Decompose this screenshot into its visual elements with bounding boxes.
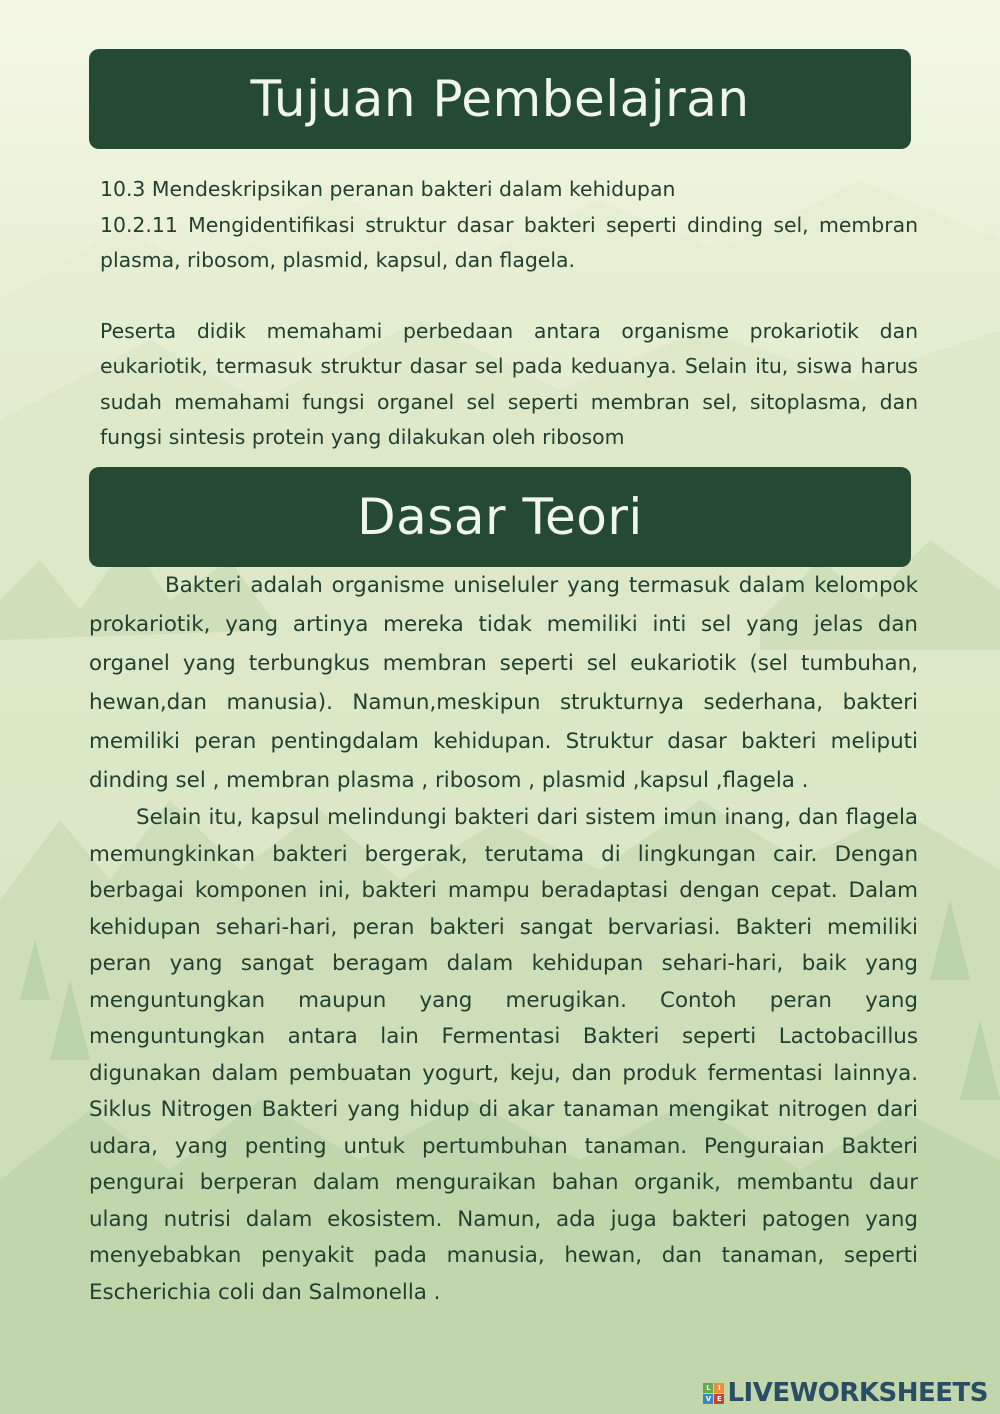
- logo-letter-i: I: [714, 1383, 724, 1393]
- prerequisite-paragraph: Peserta didik memahami perbedaan antara organisme prokariotik dan eukariotik, termasuk struktur dasar sel pada keduanya. Selain itu, siswa harus sudah memahami fungsi organel sel seperti membran sel, sitoplasma, dan fungsi sintesis protein yang dilakukan oleh ribosom: [100, 318, 918, 449]
- theory-section: [89, 566, 918, 1311]
- objectives-section: [100, 172, 918, 456]
- basic-theory-title: Dasar Teori: [357, 488, 643, 546]
- logo-letter-e: E: [714, 1394, 724, 1404]
- liveworksheets-brand: [703, 1378, 988, 1408]
- learning-objectives-title: Tujuan Pembelajran: [250, 70, 750, 128]
- theory-paragraph-1: Bakteri adalah organisme uniseluler yang termasuk dalam kelompok prokariotik, yang artinya mereka tidak memiliki inti sel yang jelas dan organel yang terbungkus membran seperti sel eukariotik (sel tumbuhan, hewan,dan manusia). Namun,meskipun strukturnya sederhana, bakteri memiliki peran pentingdalam kehidupan. Struktur dasar bakteri meliputi dinding sel , membran plasma , ribosom , plasmid ,kapsul ,flagela .: [89, 573, 918, 793]
- objectives-spacer: [100, 279, 918, 314]
- logo-letter-v: V: [703, 1394, 713, 1404]
- objective-2: 10.2.11 Mengidentifikasi struktur dasar bakteri seperti dinding sel, membran plasma, ribosom, plasmid, kapsul, dan flagela.: [100, 212, 918, 272]
- theory-paragraph-2: Selain itu, kapsul melindungi bakteri dari sistem imun inang, dan flagela memungkinkan bakteri bergerak, terutama di lingkungan cair. Dengan berbagai komponen ini, bakteri mampu beradaptasi dengan cepat. Dalam kehidupan sehari-hari, peran bakteri sangat bervariasi. Bakteri memiliki peran yang sangat beragam dalam kehidupan sehari-hari, baik yang menguntungkan maupun yang merugikan. Contoh peran yang menguntungkan antara lain Fermentasi Bakteri seperti Lactobacillus digunakan dalam pembuatan yogurt, keju, dan produk fermentasi lainnya. Siklus Nitrogen Bakteri yang hidup di akar tanaman mengikat nitrogen dari udara, yang penting untuk pertumbuhan tanaman. Penguraian Bakteri pengurai berperan dalam menguraikan bahan organik, membantu daur ulang nutrisi dalam ekosistem. Namun, ada juga bakteri patogen yang menyebabkan penyakit pada manusia, hewan, dan tanaman, seperti Escherichia coli dan Salmonella .: [89, 805, 918, 1305]
- liveworksheets-logo-icon: [703, 1383, 724, 1404]
- objective-1: 10.3 Mendeskripsikan peranan bakteri dalam kehidupan: [100, 177, 676, 201]
- learning-objectives-header: [89, 49, 911, 149]
- logo-letter-l: L: [703, 1383, 713, 1393]
- basic-theory-header: [89, 467, 911, 567]
- liveworksheets-wordmark: LIVEWORKSHEETS: [727, 1378, 988, 1408]
